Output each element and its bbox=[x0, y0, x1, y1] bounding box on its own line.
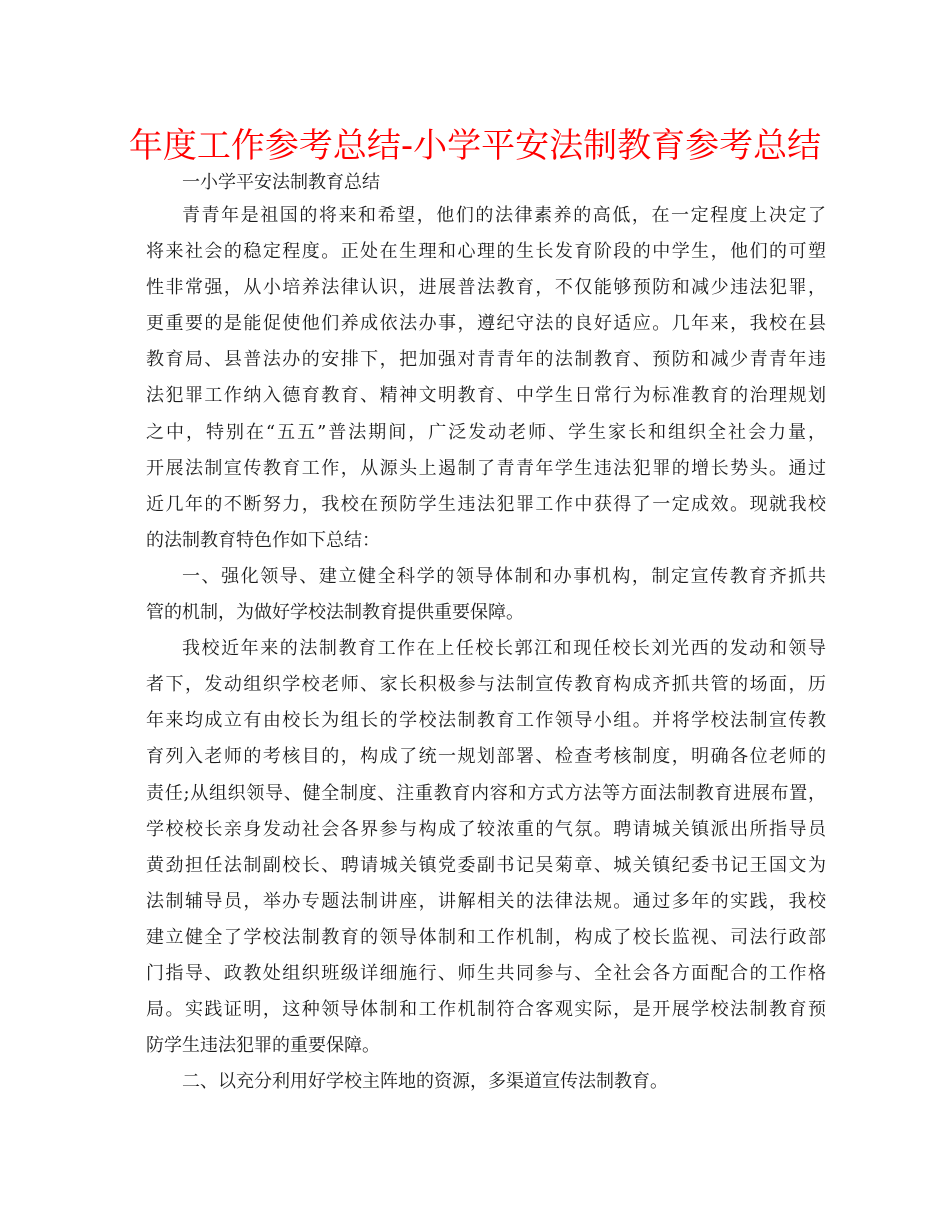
paragraph-line: 育列入老师的考核目的，构成了统一规划部署、检查考核制度，明确各位老师的 bbox=[146, 746, 826, 768]
paragraph-line: 将来社会的稳定程度。正处在生理和心理的生长发育阶段的中学生，他们的可塑 bbox=[146, 241, 826, 263]
paragraph-line: 门指导、政教处组织班级详细施行、师生共同参与、全社会各方面配合的工作格 bbox=[146, 962, 826, 984]
document-body bbox=[146, 198, 826, 1100]
paragraph-line: 者下，发动组织学校老师、家长积极参与法制宣传教育构成齐抓共管的场面，历 bbox=[146, 674, 826, 696]
paragraph-line: 近几年的不断努力，我校在预防学生违法犯罪工作中获得了一定成效。现就我校 bbox=[146, 493, 826, 515]
paragraph-line: 法犯罪工作纳入德育教育、精神文明教育、中学生日常行为标准教育的治理规划 bbox=[146, 385, 826, 407]
paragraph-line: 法制辅导员，举办专题法制讲座，讲解相关的法律法规。通过多年的实践，我校 bbox=[146, 890, 826, 912]
paragraph-line: 青青年是祖国的将来和希望，他们的法律素养的高低，在一定程度上决定了 bbox=[182, 205, 826, 226]
paragraph-line: 的法制教育特色作如下总结： bbox=[146, 529, 380, 551]
document-subtitle: 一小学平安法制教育总结 bbox=[182, 172, 380, 193]
paragraph-line: 之中，特别在“五五”普法期间，广泛发动老师、学生家长和组织全社会力量， bbox=[146, 421, 826, 443]
paragraph-line: 教育局、县普法办的安排下，把加强对青青年的法制教育、预防和减少青青年违 bbox=[146, 349, 826, 371]
paragraph-line: 更重要的是能促使他们养成依法办事，遵纪守法的良好适应。几年来，我校在县 bbox=[146, 313, 826, 335]
section-heading-line: 管的机制，为做好学校法制教育提供重要保障。 bbox=[146, 602, 524, 624]
paragraph-line: 性非常强，从小培养法律认识，进展普法教育，不仅能够预防和减少违法犯罪， bbox=[146, 277, 826, 299]
paragraph-line: 防学生违法犯罪的重要保障。 bbox=[146, 1035, 380, 1057]
section-heading-line: 二、以充分利用好学校主阵地的资源，多渠道宣传法制教育。 bbox=[182, 1071, 668, 1093]
paragraph-line: 学校校长亲身发动社会各界参与构成了较浓重的气氛。聘请城关镇派出所指导员 bbox=[146, 818, 826, 840]
paragraph-line: 责任;从组织领导、健全制度、注重教育内容和方式方法等方面法制教育进展布置， bbox=[146, 782, 826, 804]
document-title: 年度工作参考总结-小学平安法制教育参考总结 bbox=[128, 126, 822, 166]
paragraph-line: 我校近年来的法制教育工作在上任校长郭江和现任校长刘光西的发动和领导 bbox=[182, 638, 826, 660]
section-heading-line: 一、强化领导、建立健全科学的领导体制和办事机构，制定宣传教育齐抓共 bbox=[182, 565, 826, 587]
paragraph-line: 黄劲担任法制副校长、聘请城关镇党委副书记吴菊章、城关镇纪委书记王国文为 bbox=[146, 854, 826, 876]
paragraph-line: 建立健全了学校法制教育的领导体制和工作机制，构成了校长监视、司法行政部 bbox=[146, 926, 826, 948]
paragraph-line: 年来均成立有由校长为组长的学校法制教育工作领导小组。并将学校法制宣传教 bbox=[146, 710, 826, 732]
paragraph-line: 开展法制宣传教育工作，从源头上遏制了青青年学生违法犯罪的增长势头。通过 bbox=[146, 457, 826, 479]
paragraph-line: 局。实践证明，这种领导体制和工作机制符合客观实际，是开展学校法制教育预 bbox=[146, 999, 826, 1021]
